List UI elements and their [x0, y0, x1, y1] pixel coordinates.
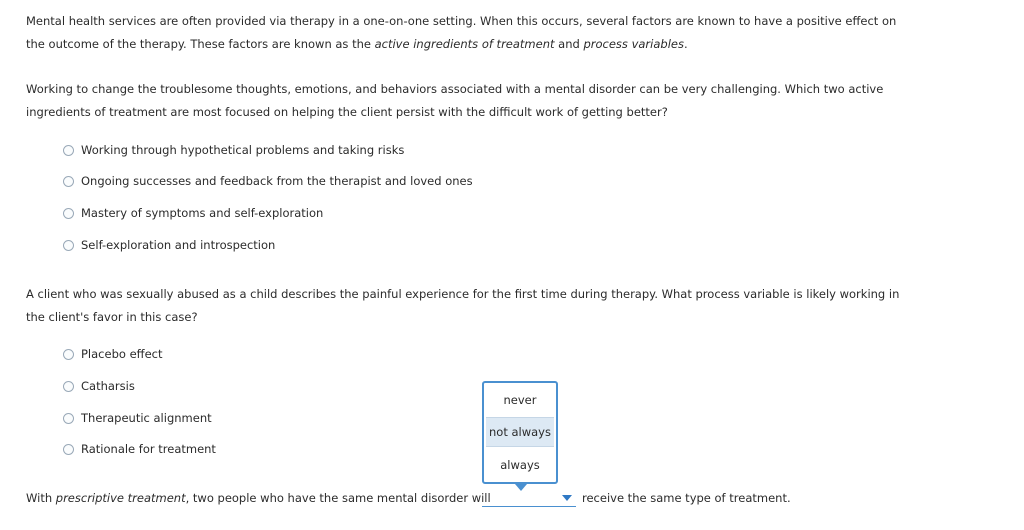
q3-term-prescriptive-treatment: prescriptive treatment [55, 491, 186, 505]
radio-button[interactable] [63, 208, 74, 219]
q1-option-3[interactable] [63, 205, 323, 221]
dropdown-option-always[interactable]: always [500, 458, 540, 472]
q3-text-before: With [26, 491, 56, 505]
q2-option-2[interactable] [63, 378, 135, 394]
q1-option-4[interactable] [63, 237, 275, 253]
q3-dropdown-select[interactable] [482, 490, 576, 507]
intro-text: Mental health services are often provided via therapy in a one-on-one setting. When this occurs, several factors are known to have a positive effect on the outcome of the therapy. These factors are known as the [26, 14, 897, 51]
dropdown-option-not-always[interactable]: not always [486, 417, 554, 447]
q1-option-3-label: Mastery of symptoms and self-exploration [81, 206, 324, 220]
q2-option-1[interactable] [63, 346, 162, 362]
radio-button[interactable] [63, 349, 74, 360]
q2-option-2-label: Catharsis [81, 379, 135, 393]
radio-button[interactable] [63, 381, 74, 392]
intro-and: and [554, 36, 584, 51]
q3-text-after: receive the same type of treatment. [582, 491, 791, 505]
q1-option-2-label: Ongoing successes and feedback from the therapist and loved ones [81, 174, 473, 188]
q2-option-4[interactable] [63, 441, 216, 457]
q1-option-4-label: Self-exploration and introspection [81, 238, 276, 252]
q2-option-3[interactable] [63, 410, 212, 426]
intro-term-process-variables: process variables [583, 36, 684, 51]
radio-button[interactable] [63, 145, 74, 156]
intro-period: . [683, 36, 688, 51]
q2-option-3-label: Therapeutic alignment [81, 411, 212, 425]
q1-option-1-label: Working through hypothetical problems and taking risks [81, 143, 405, 157]
dropdown-option-never[interactable]: never [503, 393, 537, 407]
radio-button[interactable] [63, 413, 74, 424]
question-2-prompt: A client who was sexually abused as a child describes the painful experience for the first time during therapy. What process variable is likely working in the client's favor in this case? [26, 287, 900, 324]
q2-option-4-label: Rationale for treatment [81, 442, 216, 456]
intro-term-active-ingredients: active ingredients of treatment [374, 36, 555, 51]
q3-text-middle: , two people who have the same mental disorder will [185, 491, 491, 505]
dropdown-popup [482, 381, 558, 484]
radio-button[interactable] [63, 240, 74, 251]
q2-option-1-label: Placebo effect [81, 347, 163, 361]
question-3-sentence [26, 490, 491, 506]
radio-button[interactable] [63, 444, 74, 455]
question-1-prompt: Working to change the troublesome thoughts, emotions, and behaviors associated with a mental disorder can be very challenging. Which two active ingredients of treatment are most focused on helping the client persist with the difficult work of getting better? [26, 82, 884, 119]
dropdown-arrow-icon[interactable] [562, 495, 572, 501]
intro-paragraph [26, 10, 906, 55]
radio-button[interactable] [63, 176, 74, 187]
q1-option-1[interactable] [63, 142, 404, 158]
q1-option-2[interactable] [63, 173, 473, 189]
